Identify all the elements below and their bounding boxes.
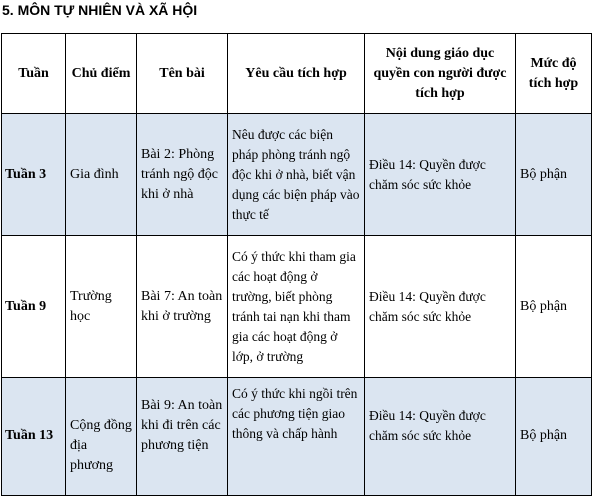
week-cell: Tuần 9 [2, 236, 66, 378]
lesson-cell: Bài 2: Phòng tránh ngộ độc khi ở nhà [137, 114, 228, 236]
header-topic: Chủ điểm [66, 34, 137, 114]
requirement-cell: Có ý thức khi tham gia các hoạt động ở trường, biết phòng tránh tai nạn khi tham gia các hoạt động ở lớp, ở trường [228, 236, 365, 378]
integration-table [1, 33, 592, 496]
topic-cell: Gia đình [66, 114, 137, 236]
level-cell: Bộ phận [516, 236, 592, 378]
lesson-cell: Bài 9: An toàn khi đi trên các phương tiện [137, 378, 228, 496]
week-cell: Tuần 13 [2, 378, 66, 496]
section-heading: 5. MÔN TỰ NHIÊN VÀ XÃ HỘI [2, 2, 198, 18]
requirement-cell: Có ý thức khi ngồi trên các phương tiện giao thông và chấp hành [228, 378, 365, 496]
header-requirement: Yêu cầu tích hợp [228, 34, 365, 114]
level-cell: Bộ phận [516, 378, 592, 496]
header-rights-content: Nội dung giáo dục quyền con người được tích hợp [365, 34, 516, 114]
level-cell: Bộ phận [516, 114, 592, 236]
table-row [2, 236, 592, 378]
topic-cell: Trường học [66, 236, 137, 378]
table-row [2, 378, 592, 496]
header-level: Mức độ tích hợp [516, 34, 592, 114]
week-cell: Tuần 3 [2, 114, 66, 236]
requirement-cell: Nêu được các biện pháp phòng tránh ngộ độc khi ở nhà, biết vận dụng các biện pháp vào thực tế [228, 114, 365, 236]
rights-content-cell: Điều 14: Quyền được chăm sóc sức khỏe [365, 114, 516, 236]
header-week: Tuần [2, 34, 66, 114]
table-row [2, 114, 592, 236]
header-lesson: Tên bài [137, 34, 228, 114]
lesson-cell: Bài 7: An toàn khi ở trường [137, 236, 228, 378]
table-header-row [2, 34, 592, 114]
rights-content-cell: Điều 14: Quyền được chăm sóc sức khỏe [365, 378, 516, 496]
topic-cell: Cộng đồng địa phương [66, 378, 137, 496]
rights-content-cell: Điều 14: Quyền được chăm sóc sức khỏe [365, 236, 516, 378]
